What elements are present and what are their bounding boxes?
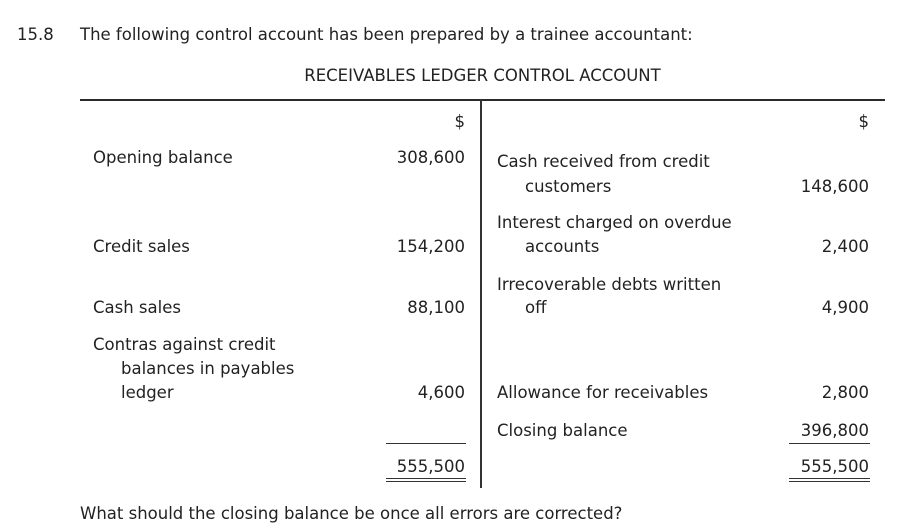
credit-row-label-line: accounts	[525, 237, 600, 256]
debit-total: 555,500	[396, 457, 465, 476]
account-center-divider	[480, 100, 482, 488]
credit-row-label-line: Interest charged on overdue	[497, 213, 732, 232]
debit-subtotal-rule	[386, 443, 466, 444]
credit-row-amount: 396,800	[800, 421, 869, 440]
debit-currency-header: $	[454, 112, 465, 131]
credit-subtotal-rule	[789, 443, 870, 444]
debit-row-amount: 154,200	[396, 237, 465, 256]
debit-row-label-line: balances in payables	[121, 359, 295, 378]
credit-row-amount: 2,400	[821, 237, 869, 256]
debit-row-label-line: Contras against credit	[93, 335, 276, 354]
credit-total-double-rule	[789, 478, 870, 482]
debit-row-amount: 308,600	[396, 148, 465, 167]
credit-row-amount: 148,600	[800, 177, 869, 196]
credit-row-label-line: off	[525, 298, 547, 317]
debit-total-double-rule	[386, 478, 466, 482]
credit-row-label: Closing balance	[497, 421, 628, 440]
question-intro: The following control account has been prepared by a trainee accountant:	[80, 25, 693, 44]
debit-row-label: Opening balance	[93, 148, 233, 167]
credit-row-amount: 4,900	[821, 298, 869, 317]
credit-currency-header: $	[858, 112, 869, 131]
question-number: 15.8	[17, 25, 54, 44]
question-prompt: What should the closing balance be once all errors are corrected?	[80, 504, 623, 523]
credit-total: 555,500	[800, 457, 869, 476]
debit-row-amount: 4,600	[417, 383, 465, 402]
credit-row-label-line: Irrecoverable debts written	[497, 275, 722, 294]
account-top-rule	[80, 99, 885, 101]
credit-row-amount: 2,800	[821, 383, 869, 402]
debit-row-amount: 88,100	[407, 298, 465, 317]
credit-row-label: Allowance for receivables	[497, 383, 709, 402]
debit-row-label: Cash sales	[93, 298, 181, 317]
credit-row-label-line: customers	[525, 177, 612, 196]
debit-row-label: Credit sales	[93, 237, 190, 256]
account-title: RECEIVABLES LEDGER CONTROL ACCOUNT	[304, 66, 661, 85]
credit-row-label-line: Cash received from credit	[497, 152, 710, 171]
debit-row-label-line: ledger	[121, 383, 174, 402]
